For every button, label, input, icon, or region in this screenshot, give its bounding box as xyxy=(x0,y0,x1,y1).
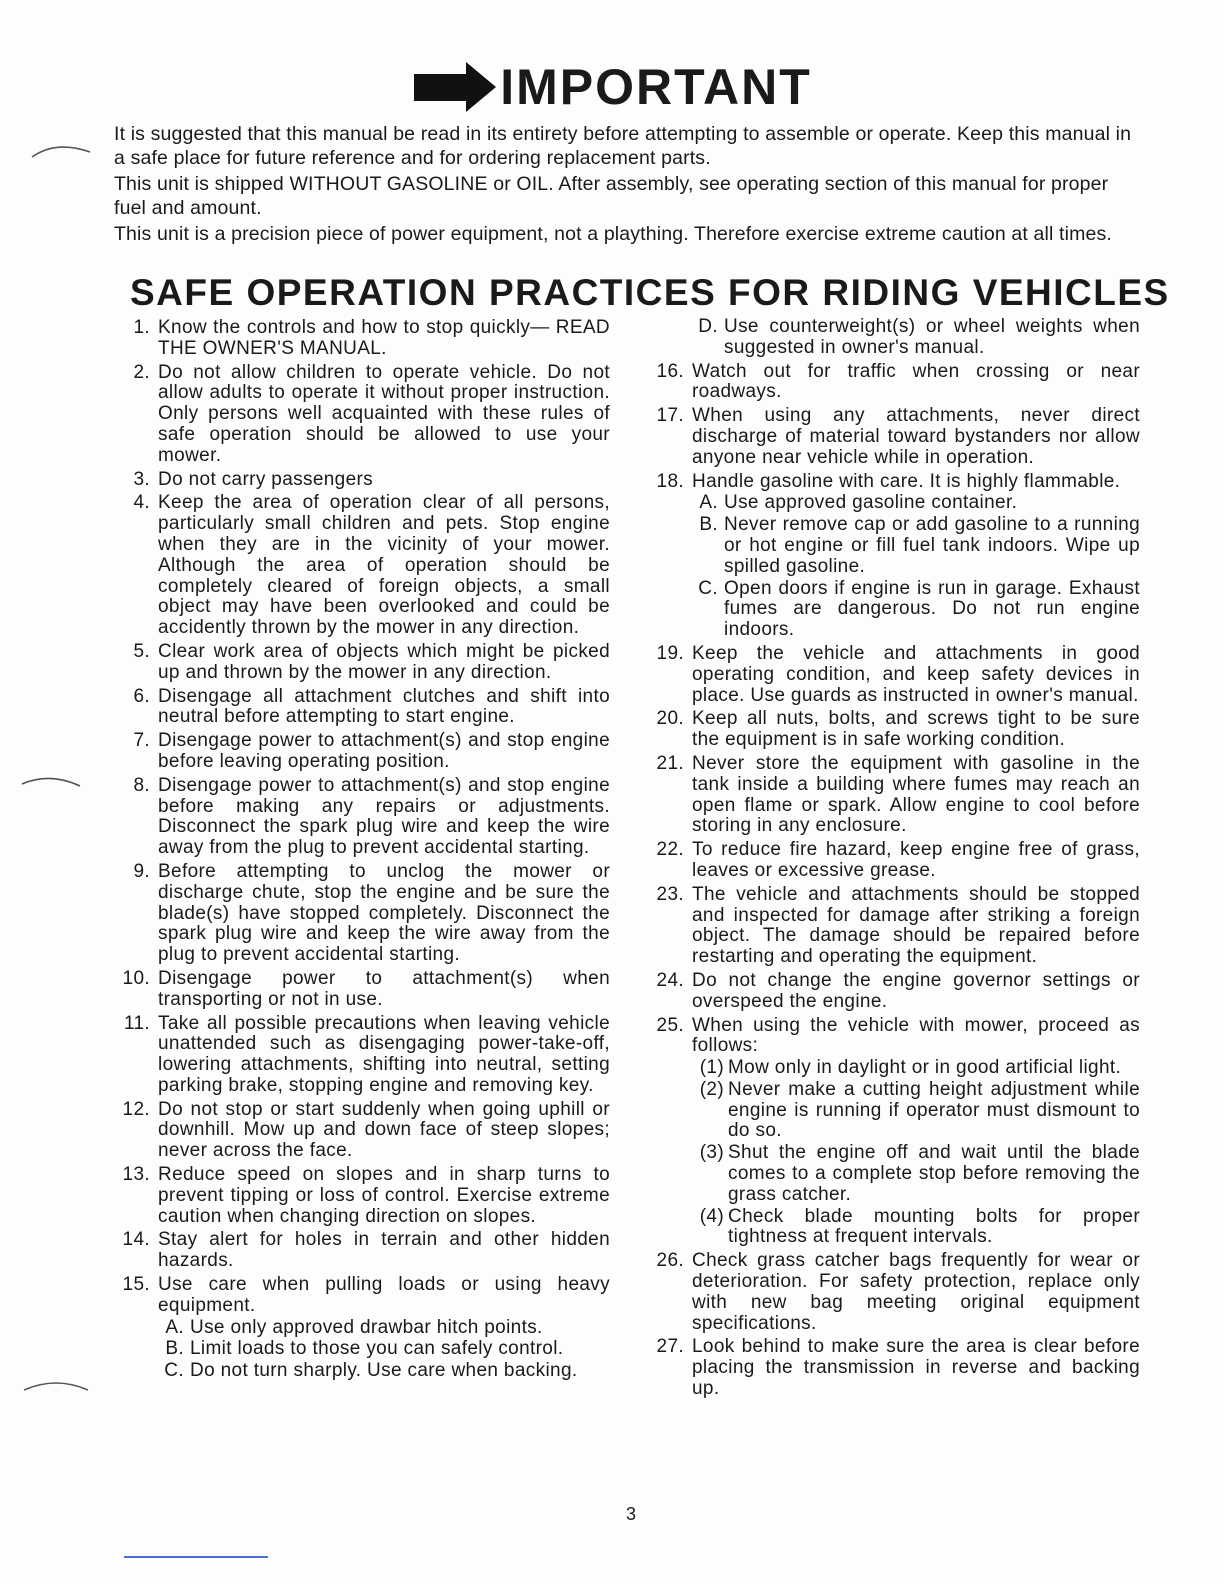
list-item: 4. Keep the area of operation clear of all persons, particularly small children and pets. Stop engine when they are in the vicinity of your mower. Although the area of operation should be completely cleared of foreign objects, a small object may have been overlooked and could be accidently thrown by the mower in any direction. xyxy=(133,492,610,639)
important-title: IMPORTANT xyxy=(500,59,812,115)
sub-item: (1) Mow only in daylight or in good artificial light. xyxy=(699,1057,1122,1079)
continuation-sub-item: D. Use counterweight(s) or wheel weights when suggested in owner's manual. xyxy=(698,316,1140,358)
list-item: 17. When using any attachments, never direct discharge of material toward bystanders nor allow anyone near vehicle while in operation. xyxy=(656,405,1140,468)
list-item: 8. Disengage power to attachment(s) and stop engine before making any repairs or adjustments. Disconnect the spark plug wire and keep the wire away from the plug to prevent accidental starting. xyxy=(133,774,610,859)
list-item: 22. To reduce fire hazard, keep engine free of grass, leaves or excessive grease. xyxy=(656,839,1140,881)
intro-paragraph: This unit is a precision piece of power equipment, not a plaything. Therefore exercise extreme caution at all times. xyxy=(114,223,1112,245)
scan-mark-decoration xyxy=(20,772,84,792)
sub-item: C. Do not turn sharply. Use care when backing. xyxy=(164,1360,578,1382)
list-item: 7. Disengage power to attachment(s) and stop engine before leaving operating position. xyxy=(133,730,610,772)
list-item: 12. Do not stop or start suddenly when going uphill or downhill. Mow up and down face of steep slopes; never across the face. xyxy=(122,1098,610,1162)
list-item: 15. Use care when pulling loads or using heavy equipment. A. Use only approved drawbar hitch points. B. Limit loads to those you can safely control. C. Do not turn sharply. Use care when backing. xyxy=(122,1274,610,1382)
list-item: 9. Before attempting to unclog the mower or discharge chute, stop the engine and be sure the blade(s) have stopped completely. Disconnect the spark plug wire and keep the wire away from the plug to prevent accidental starting. xyxy=(133,860,610,966)
list-item: 13. Reduce speed on slopes and in sharp turns to prevent tipping or loss of control. Exercise extreme caution when changing direction on slopes. xyxy=(122,1164,610,1227)
list-item: 18. Handle gasoline with care. It is highly flammable. A. Use approved gasoline container. B. Never remove cap or add gasoline to a running or hot engine or fill fuel tank indoors. Wipe up spilled gasoline. C. Open doors if engine is run in garage. Exhaust fumes are dangerous. Do not run engine indoors. xyxy=(656,470,1140,641)
intro-block xyxy=(114,122,1144,248)
list-item: 14. Stay alert for holes in terrain and other hidden hazards. xyxy=(122,1229,610,1272)
list-item: 3. Do not carry passengers xyxy=(133,468,374,490)
list-item: 5. Clear work area of objects which might be picked up and thrown by the mower in any direction. xyxy=(133,640,610,683)
list-item: 27. Look behind to make sure the area is clear before placing the transmission in reverse and backing up. xyxy=(656,1336,1140,1400)
sub-item: (4) Check blade mounting bolts for proper tightness at frequent intervals. xyxy=(699,1205,1140,1248)
list-item: 26. Check grass catcher bags frequently for wear or deterioration. For safety protection, replace only with new bag meeting original equipment specifications. xyxy=(656,1250,1140,1334)
list-item: 10. Disengage power to attachment(s) when transporting or not in use. xyxy=(122,967,610,1010)
page-number: 3 xyxy=(626,1504,637,1524)
list-item: 25. When using the vehicle with mower, proceed as follows: (1) Mow only in daylight or in good artificial light. (2) Never make a cutting height adjustment while engine is running if operator must dismount to do so. (3) Shut the engine off and wait until the blade comes to a complete stop before removing the grass catcher. (4) Check blade mounting bolts for proper tightness at frequent intervals. xyxy=(656,1014,1140,1248)
sub-item: (2) Never make a cutting height adjustment while engine is running if operator must dismount to do so. xyxy=(699,1078,1140,1142)
scan-mark-decoration xyxy=(22,1376,92,1396)
list-item: 19. Keep the vehicle and attachments in good operating condition, and keep safety devices in place. Use guards as instructed in owner's manual. xyxy=(656,642,1140,706)
sub-item: A. Use only approved drawbar hitch points. xyxy=(165,1316,543,1338)
arrow-right-icon xyxy=(412,58,498,116)
scan-mark-decoration xyxy=(30,140,94,160)
sub-item: (3) Shut the engine off and wait until the blade comes to a complete stop before removing the grass catcher. xyxy=(699,1142,1140,1205)
left-column xyxy=(114,318,610,1385)
intro-paragraph: It is suggested that this manual be read in its entirety before attempting to assemble or operate. Keep this manual in a safe place for future reference and for ordering replacement parts. xyxy=(114,123,1132,169)
list-item: 16. Watch out for traffic when crossing or near roadways. xyxy=(656,360,1140,403)
right-column xyxy=(648,316,1140,1403)
bottom-rule xyxy=(124,1556,268,1558)
list-item: 20. Keep all nuts, bolts, and screws tight to be sure the equipment is in safe working condition. xyxy=(656,708,1140,751)
sub-item: B. Never remove cap or add gasoline to a running or hot engine or fill fuel tank indoors. Wipe up spilled gasoline. xyxy=(699,514,1140,577)
sub-item: B. Limit loads to those you can safely control. xyxy=(165,1338,564,1360)
sub-item: C. Open doors if engine is run in garage. Exhaust fumes are dangerous. Do not run engine indoors. xyxy=(698,577,1140,641)
sub-item: A. Use approved gasoline container. xyxy=(699,492,1018,514)
list-item: 6. Disengage all attachment clutches and shift into neutral before attempting to start engine. xyxy=(133,685,610,728)
section-title: SAFE OPERATION PRACTICES FOR RIDING VEHICLES xyxy=(130,272,1170,313)
list-item: 1. Know the controls and how to stop quickly— READ THE OWNER'S MANUAL. xyxy=(133,317,610,359)
list-item: 11. Take all possible precautions when leaving vehicle unattended such as disengaging power-take-off, lowering attachments, shifting into neutral, setting parking brake, stopping engine and removing key. xyxy=(123,1012,610,1096)
intro-paragraph: This unit is shipped WITHOUT GASOLINE or OIL. After assembly, see operating section of this manual for proper fuel and amount. xyxy=(114,173,1109,219)
list-item: 23. The vehicle and attachments should be stopped and inspected for damage after striking a foreign object. The damage should be repaired before restarting and operating the equipment. xyxy=(656,883,1140,968)
list-item: 2. Do not allow children to operate vehicle. Do not allow adults to operate it without proper instruction. Only persons well acquainted with these rules of safe operation should be allowed to use your mower. xyxy=(133,361,610,466)
list-item: 24. Do not change the engine governor settings or overspeed the engine. xyxy=(656,969,1140,1012)
important-header xyxy=(0,58,1224,116)
list-item: 21. Never store the equipment with gasoline in the tank inside a building where fumes may reach an open flame or spark. Allow engine to cool before storing in any enclosure. xyxy=(656,752,1140,837)
